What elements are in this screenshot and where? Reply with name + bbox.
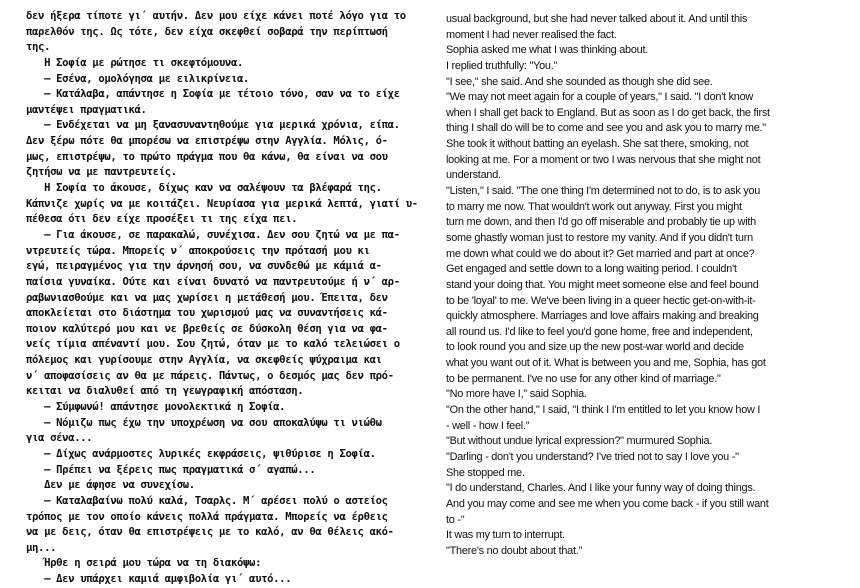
- english-text-line: all round us. I'd like to feel you'd gone home, free and independent,: [446, 325, 753, 338]
- greek-text-line: – Πρέπει να ξέρεις πως πραγματικά σ΄ αγαπώ...: [26, 463, 316, 476]
- english-text-line: She took it without batting an eyelash. She sat there, smoking, not: [446, 138, 749, 151]
- greek-text-line: – Νόμιζω πως έχω την υποχρέωση να σου αποκαλύψω τι νιώθω: [26, 416, 382, 429]
- greek-text-line: – Κατάλαβα, απάντησε η Σοφία με τέτοιο τόνο, σαν να το είχε: [26, 88, 400, 101]
- english-text-line: "But without undue lyrical expression?" murmured Sophia.: [446, 435, 713, 448]
- greek-text-line: Κάπνιζε χωρίς να με κοιτάζει. Νευρίασα για μερικά λεπτά, γιατί υ-: [26, 197, 418, 210]
- greek-text-line: παίσια γυναίκα. Ούτε και είναι δυνατό να παντρευτούμε ή ν΄ αρ-: [26, 275, 400, 288]
- english-text-line: me down what could we do about it? Get married and part at once?: [446, 247, 755, 260]
- english-text-line: usual background, but she had never talked about it. And until this: [446, 13, 748, 25]
- greek-text-line: Η Σοφία το άκουσε, δίχως καν να σαλέψουν τα βλέφαρά της.: [26, 182, 382, 195]
- english-text-line: moment I had never realised the fact.: [446, 28, 617, 41]
- english-text-line: "We may not meet again for a couple of years," I said. "I don't know: [446, 91, 754, 104]
- greek-text-line: αποκλείεται στο διάστημα του χωρισμού μας να συναντήσεις κά-: [26, 307, 388, 320]
- english-text-line: to look round you and size up the new post-war world and decide: [446, 341, 744, 354]
- greek-text-line: ραβωνιασθούμε και να μας χωρίσει η μετάθεσή μου. Έπειτα, δεν: [26, 291, 388, 304]
- greek-text-line: δεν ήξερα τίποτε γι΄ αυτήν. Δεν μου είχε κάνει ποτέ λόγο για το: [26, 10, 406, 22]
- greek-text-line: ν΄ αποφασίσεις αν θα με πάρεις. Πάντως, ο δεσμός μας δεν πρό-: [26, 369, 394, 382]
- english-text-line: some ghastly woman just to restore my vanity. And if you didn't turn: [446, 231, 753, 244]
- greek-text-line: πέθεσα ότι δεν είχε προσέξει τι της είχα πει.: [26, 213, 298, 226]
- english-text-line: to be permanent. I've no use for any other kind of marriage.": [446, 372, 721, 385]
- english-text-line: She stopped me.: [446, 466, 525, 479]
- english-text-line: Sophia asked me what I was thinking about.: [446, 44, 648, 57]
- greek-text-line: – Δίχως ανάρμοστες λυρικές εκφράσεις, ψιθύρισε η Σοφία.: [26, 447, 376, 460]
- greek-text-line: μαντέψει πραγματικά.: [26, 103, 147, 116]
- greek-text-line: – Δεν υπάρχει καμιά αμφιβολία γι΄ αυτό...: [26, 573, 292, 586]
- greek-text-line: της.: [26, 41, 51, 54]
- english-text-line: understand.: [446, 169, 501, 182]
- english-text-line: to -": [446, 513, 465, 526]
- english-text-line: "Darling - don't you understand? I've tried not to say I love you -": [446, 450, 739, 463]
- english-text-line: "On the other hand," I said, "I think I I'm entitled to let you know how I: [446, 404, 761, 417]
- english-text-line: when I shall get back to England. But as soon as I do get back, the first: [446, 106, 770, 119]
- greek-text-line: Η Σοφία με ρώτησε τι σκεφτόμουνα.: [26, 56, 244, 69]
- greek-text-line: ζητήσω να με παντρευτείς.: [26, 166, 177, 179]
- greek-text-line: Ήρθε η σειρά μου τώρα να τη διακόψω:: [26, 557, 262, 570]
- english-text-line: quickly atmosphere. Marriages and love affairs making and breaking: [446, 310, 759, 323]
- greek-text-line: – Σύμφωνώ! απάντησε μονολεκτικά η Σοφία.: [26, 401, 286, 414]
- greek-text-line: – Καταλαβαίνω πολύ καλά, Τσαρλς. Μ΄ αρέσει πολύ ο αστείος: [26, 494, 388, 507]
- english-text-line: to be 'loyal' to me. We've been living in a queer hectic get-on-with-it-: [446, 294, 756, 307]
- greek-text-line: κειται να διαλυθεί από τη γεωγραφική απόσταση.: [26, 385, 304, 398]
- english-text-line: "I do understand, Charles. And I like your funny way of doing things.: [446, 482, 756, 495]
- english-text-line: And you may come and see me when you come back - if you still want: [446, 497, 769, 510]
- greek-text-line: – Για άκουσε, σε παρακαλώ, συνέχισα. Δεν σου ζητώ να με πα-: [26, 228, 400, 241]
- greek-text-line: εγώ, πειραγμένος για την άρνησή σου, να συνδεθώ με κάμιά α-: [26, 260, 382, 273]
- english-text-line: thing I shall do will be to come and see you and ask you to marry me.": [446, 122, 766, 135]
- english-text-line: stand your doing that. You might meet someone else and feel bound: [446, 278, 759, 291]
- greek-text-line: να με δεις, όταν θα επιστρέψεις με το καλό, αν θα θέλεις ακό-: [26, 526, 394, 539]
- english-text-line: "Listen," I said. "The one thing I'm determined not to do, is to ask you: [446, 185, 761, 198]
- english-text-line: "No more have I," said Sophia.: [446, 388, 587, 401]
- english-text-line: It was my turn to interrupt.: [446, 529, 565, 542]
- greek-text-line: μως, επιστρέψω, το πρώτο πράγμα που θα κάνω, θα είναι να σου: [26, 150, 388, 163]
- english-text-line: Get engaged and settle down to a long waiting period. I couldn't: [446, 263, 737, 276]
- english-text-column: [446, 0, 860, 559]
- greek-text-line: – Ενδέχεται να μη ξανασυναντηθούμε για μερικά χρόνια, είπα.: [26, 119, 400, 132]
- english-text-line: to marry me now. That wouldn't work out anyway. First you might: [446, 200, 742, 213]
- english-text-line: "There's no doubt about that.": [446, 544, 583, 557]
- english-text-line: I replied truthfully: "You.": [446, 59, 558, 72]
- greek-text-line: Δεν ξέρω πότε θα μπορέσω να επιστρέψω στην Αγγλία. Μόλις, ό-: [26, 135, 388, 148]
- english-text-line: what you want out of it. What is between you and me, Sophia, has got: [446, 357, 766, 370]
- greek-text-line: πόλεμος και γυρίσουμε στην Αγγλία, να σκεφθείς ψύχραιμα και: [26, 354, 382, 367]
- greek-text-line: – Εσένα, ομολόγησα με ειλικρίνεια.: [26, 72, 250, 85]
- greek-text-line: για σένα...: [26, 432, 93, 445]
- greek-text-line: Δεν με άφησε να συνεχίσω.: [26, 479, 195, 492]
- english-text-line: "I see," she said. And she sounded as though she did see.: [446, 75, 713, 88]
- greek-text-line: τρόπος με τον οποίο κάνεις πολλά πράγματα. Μπορείς να έρθεις: [26, 510, 388, 523]
- greek-text-line: νείς τίμια απέναντί μου. Σου ζητώ, όταν με το καλό τελειώσει ο: [26, 338, 400, 351]
- english-text-line: - well - how I feel.": [446, 419, 530, 432]
- greek-text-line: παρελθόν της. Ως τότε, δεν είχα σκεφθεί σοβαρά την περίπτωσή: [26, 25, 388, 38]
- english-text-line: looking at me. For a moment or two I was nervous that she might not: [446, 153, 761, 166]
- english-text-line: turn me down, and then I'd go off miserable and probably tie up with: [446, 216, 756, 229]
- greek-text-line: ντρευτείς τώρα. Μπορείς ν΄ αποκρούσεις την πρότασή μου κι: [26, 244, 370, 257]
- greek-text-line: ποιον καλύτερό μου και νε βρεθείς σε δύσκολη θέση για να φα-: [26, 322, 388, 335]
- greek-text-line: μη...: [26, 541, 57, 554]
